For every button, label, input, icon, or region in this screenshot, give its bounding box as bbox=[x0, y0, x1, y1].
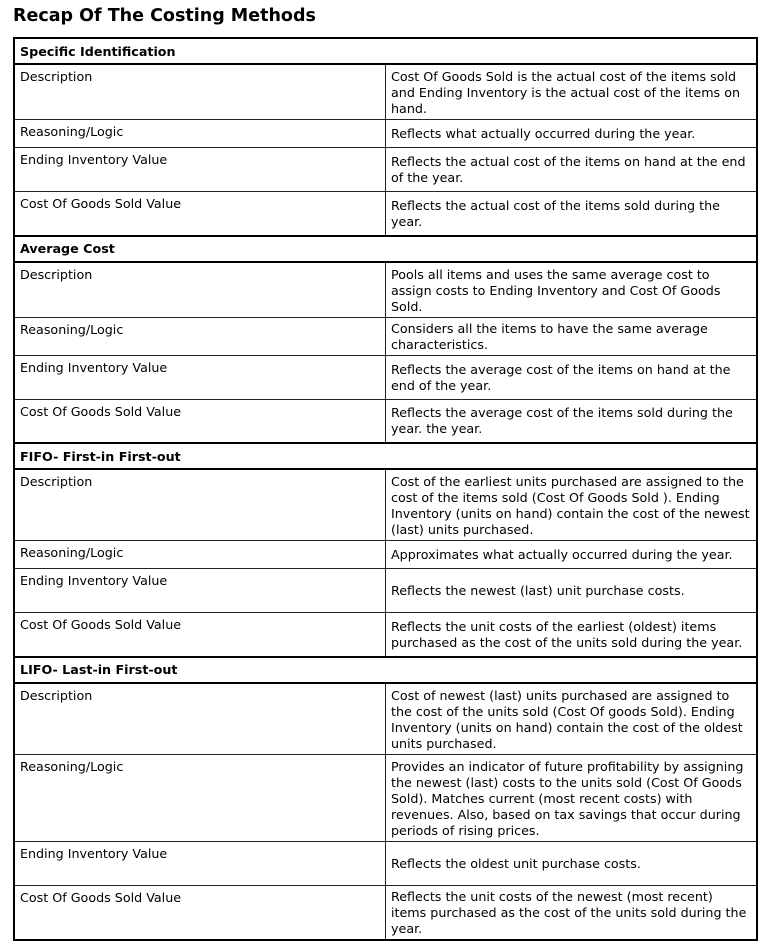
section-header-row bbox=[14, 236, 757, 262]
table-row bbox=[14, 64, 757, 120]
cogs-value: Reflects the unit costs of the earliest (oldest) items purchased as the cost of the units sold during the year. bbox=[386, 613, 758, 657]
table-row bbox=[14, 469, 757, 541]
row-label-reasoning: Reasoning/Logic bbox=[14, 754, 386, 841]
row-label-cogs: Cost Of Goods Sold Value bbox=[14, 399, 386, 443]
table-row bbox=[14, 317, 757, 355]
reasoning-value: Approximates what actually occurred during the year. bbox=[386, 541, 758, 569]
ending-inventory-value: Reflects the average cost of the items on hand at the end of the year. bbox=[386, 355, 758, 399]
section-heading: Specific Identification bbox=[14, 38, 757, 64]
row-label-cogs: Cost Of Goods Sold Value bbox=[14, 613, 386, 657]
table-row bbox=[14, 120, 757, 148]
row-label-ending-inventory: Ending Inventory Value bbox=[14, 569, 386, 613]
section-heading: LIFO- Last-in First-out bbox=[14, 657, 757, 683]
table-row bbox=[14, 613, 757, 657]
table-row bbox=[14, 541, 757, 569]
ending-inventory-value: Reflects the newest (last) unit purchase costs. bbox=[386, 569, 758, 613]
row-label-ending-inventory: Ending Inventory Value bbox=[14, 355, 386, 399]
table-row bbox=[14, 841, 757, 885]
row-label-description: Description bbox=[14, 683, 386, 755]
row-label-description: Description bbox=[14, 64, 386, 120]
reasoning-value: Provides an indicator of future profitability by assigning the newest (last) costs to the units sold (Cost Of Goods Sold). Matches current (most recent costs) with revenues. Also, based on tax savings that occur during periods of rising prices. bbox=[386, 754, 758, 841]
row-label-ending-inventory: Ending Inventory Value bbox=[14, 841, 386, 885]
table-row bbox=[14, 885, 757, 940]
row-label-cogs: Cost Of Goods Sold Value bbox=[14, 885, 386, 940]
table-row bbox=[14, 262, 757, 318]
row-label-reasoning: Reasoning/Logic bbox=[14, 120, 386, 148]
page-title: Recap Of The Costing Methods bbox=[13, 6, 316, 26]
table-row bbox=[14, 754, 757, 841]
table-row bbox=[14, 355, 757, 399]
section-header-row bbox=[14, 38, 757, 64]
row-label-cogs: Cost Of Goods Sold Value bbox=[14, 192, 386, 236]
section-header-row bbox=[14, 443, 757, 469]
cogs-value: Reflects the unit costs of the newest (most recent) items purchased as the cost of the units sold during the year. bbox=[386, 885, 758, 940]
table-row bbox=[14, 148, 757, 192]
ending-inventory-value: Reflects the oldest unit purchase costs. bbox=[386, 841, 758, 885]
row-label-reasoning: Reasoning/Logic bbox=[14, 541, 386, 569]
costing-methods-table bbox=[13, 37, 758, 941]
table-row bbox=[14, 192, 757, 236]
description-value: Pools all items and uses the same average cost to assign costs to Ending Inventory and Cost Of Goods Sold. bbox=[386, 262, 758, 318]
table-row bbox=[14, 683, 757, 755]
reasoning-value: Reflects what actually occurred during the year. bbox=[386, 120, 758, 148]
table-row bbox=[14, 399, 757, 443]
description-value: Cost of newest (last) units purchased are assigned to the cost of the units sold (Cost Of goods Sold). Ending Inventory (units on hand) contain the cost of the oldest units purchased. bbox=[386, 683, 758, 755]
description-value: Cost of the earliest units purchased are assigned to the cost of the items sold (Cost Of Goods Sold ). Ending Inventory (units on hand) contain the cost of the newest (last) units purchased. bbox=[386, 469, 758, 541]
ending-inventory-value: Reflects the actual cost of the items on hand at the end of the year. bbox=[386, 148, 758, 192]
section-heading: FIFO- First-in First-out bbox=[14, 443, 757, 469]
section-heading: Average Cost bbox=[14, 236, 757, 262]
reasoning-value: Considers all the items to have the same average characteristics. bbox=[386, 317, 758, 355]
description-value: Cost Of Goods Sold is the actual cost of the items sold and Ending Inventory is the actual cost of the items on hand. bbox=[386, 64, 758, 120]
cogs-value: Reflects the average cost of the items sold during the year. the year. bbox=[386, 399, 758, 443]
row-label-description: Description bbox=[14, 469, 386, 541]
row-label-reasoning: Reasoning/Logic bbox=[14, 317, 386, 355]
row-label-ending-inventory: Ending Inventory Value bbox=[14, 148, 386, 192]
row-label-description: Description bbox=[14, 262, 386, 318]
section-header-row bbox=[14, 657, 757, 683]
table-row bbox=[14, 569, 757, 613]
cogs-value: Reflects the actual cost of the items sold during the year. bbox=[386, 192, 758, 236]
